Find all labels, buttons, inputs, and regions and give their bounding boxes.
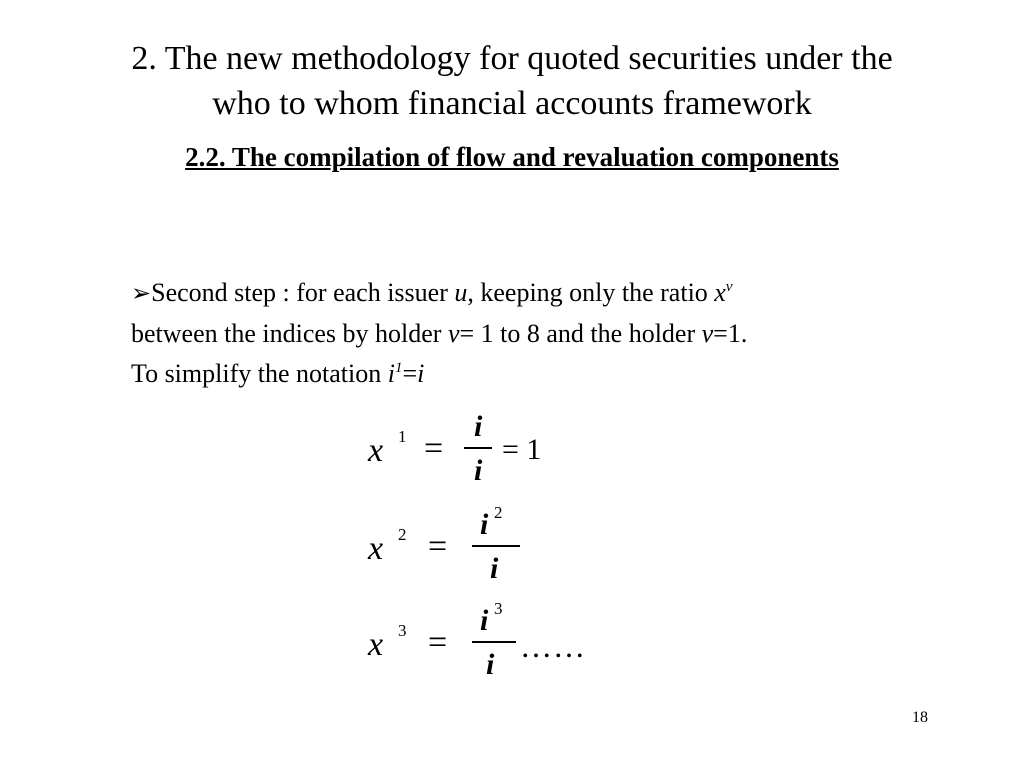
slide-title-line-1: 2. The new methodology for quoted securities under the xyxy=(131,40,893,77)
index-variable: i xyxy=(387,359,395,388)
index-variable-rhs: i xyxy=(417,359,425,388)
equation-1-lhs-superscript: 1 xyxy=(398,427,407,446)
equation-1-rhs: = 1 xyxy=(502,433,542,466)
equation-2-denominator: i xyxy=(490,552,499,585)
line2-text-b: = 1 to 8 and the holder xyxy=(459,319,702,348)
equation-3-denominator: i xyxy=(486,648,495,681)
arrow-bullet-icon: ➢ xyxy=(131,281,152,307)
equation-1-lhs-variable: x xyxy=(368,432,384,469)
page-number: 18 xyxy=(912,709,928,726)
equation-1-equals: = xyxy=(424,430,444,467)
slide-title xyxy=(0,36,1024,126)
equation-1-denominator: i xyxy=(474,454,483,487)
holder-variable-2: v xyxy=(701,319,714,348)
slide-title-line-2: who to whom financial accounts framework xyxy=(212,85,812,122)
equation-3-fraction-bar xyxy=(472,641,516,643)
equation-2-fraction-bar xyxy=(472,545,520,547)
line2-text-a: between the indices by holder xyxy=(131,319,448,348)
index-superscript: 1 xyxy=(394,360,403,376)
slide-subtitle: 2.2. The compilation of flow and revaluation components xyxy=(185,142,839,172)
equation-3-lhs-variable: x xyxy=(368,626,384,663)
line2-text-c: =1. xyxy=(713,319,748,348)
equation-2-lhs-variable: x xyxy=(368,530,384,567)
equation-3-lhs-superscript: 3 xyxy=(398,621,407,640)
equation-1-fraction-bar xyxy=(464,447,492,449)
equation-1-numerator: i xyxy=(474,410,483,443)
equation-2-numerator-superscript: 2 xyxy=(494,503,503,522)
equation-3-ellipsis: …… xyxy=(520,628,586,664)
equation-3-numerator: i xyxy=(480,604,489,637)
line1-text-b: , keeping only the ratio xyxy=(467,278,715,307)
equation-3-equals: = xyxy=(428,624,448,661)
equation-3-numerator-superscript: 3 xyxy=(494,599,503,618)
bullet-line-1 xyxy=(131,273,971,314)
holder-variable-1: v xyxy=(447,319,460,348)
line3-equals: = xyxy=(402,359,418,388)
ratio-superscript: v xyxy=(725,279,733,295)
line1-text-a: Second step : for each issuer xyxy=(151,278,455,307)
equation-2-numerator: i xyxy=(480,508,489,541)
ratio-variable: x xyxy=(714,278,726,307)
equation-1 xyxy=(368,412,588,488)
issuer-variable: u xyxy=(454,278,468,307)
equation-2-lhs-superscript: 2 xyxy=(398,525,407,544)
bullet-paragraph xyxy=(131,273,971,394)
equation-3 xyxy=(368,599,618,681)
bullet-line-3 xyxy=(131,354,971,394)
equation-2 xyxy=(368,503,568,585)
equation-2-equals: = xyxy=(428,528,448,565)
bullet-line-2 xyxy=(131,314,971,354)
line3-text-a: To simplify the notation xyxy=(131,359,388,388)
